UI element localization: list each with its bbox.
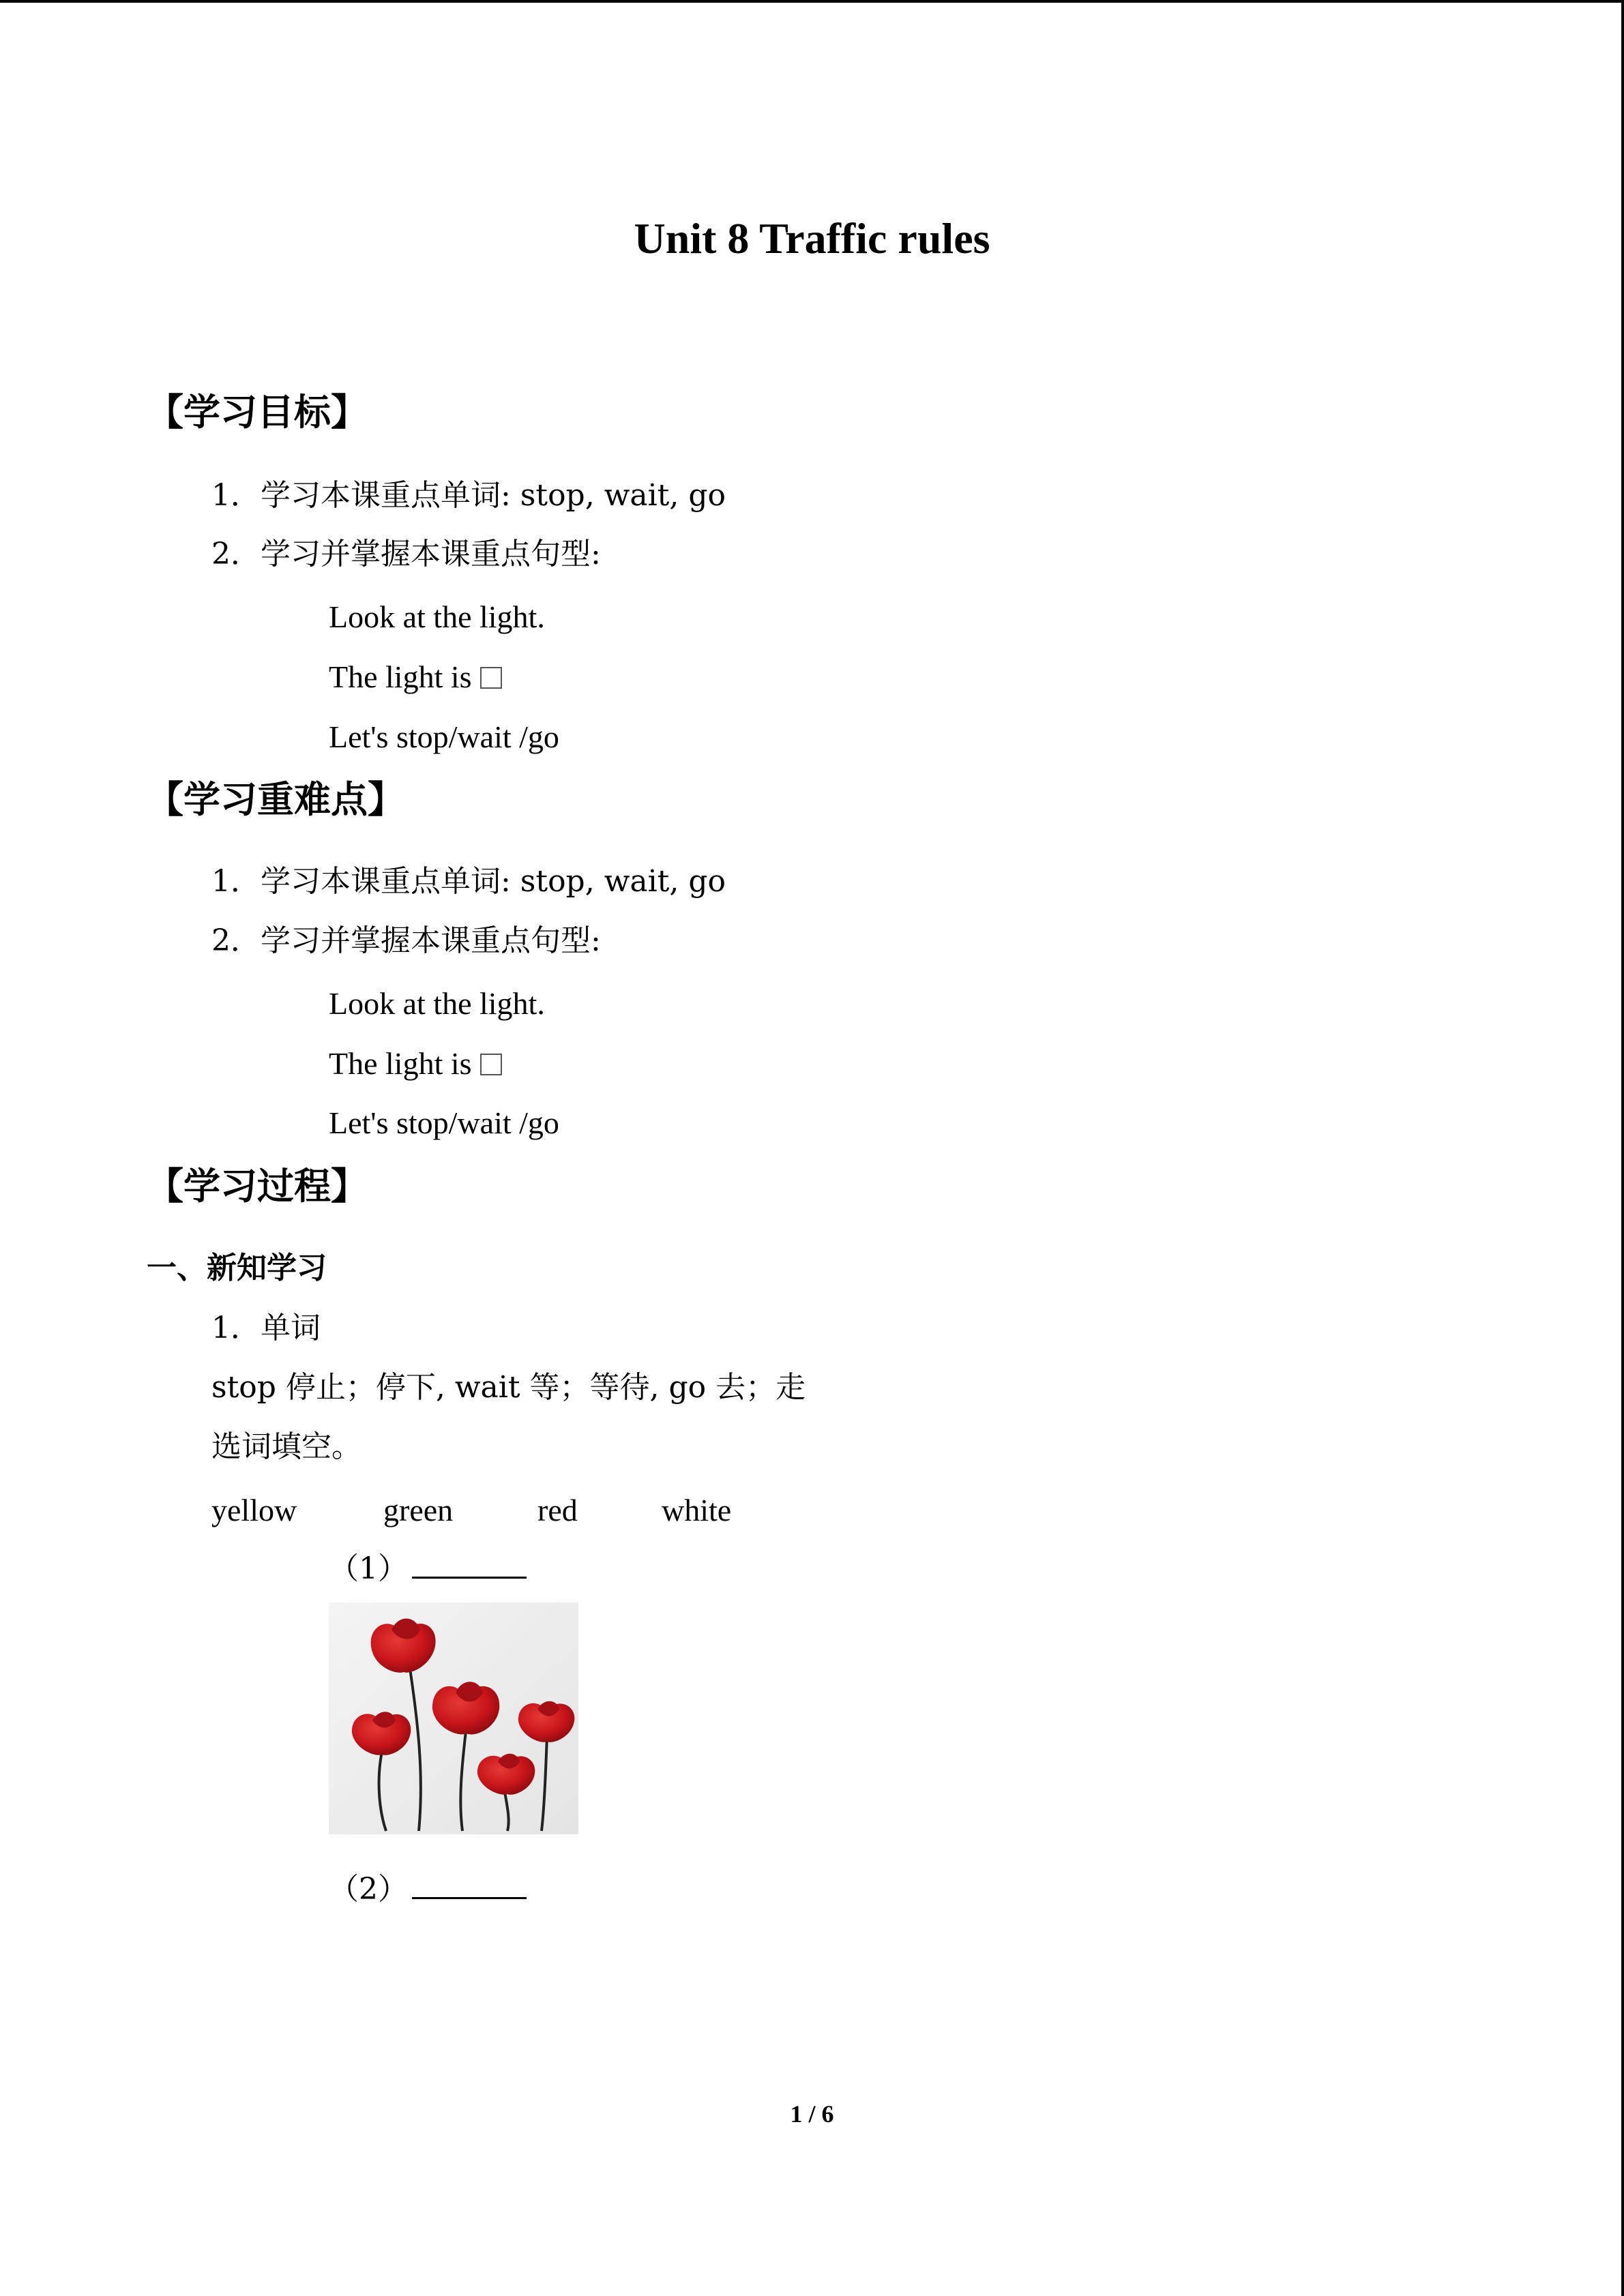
process-item-1: 1．单词 <box>211 1311 321 1345</box>
sentence-pattern: Look at the light. <box>329 599 545 634</box>
sentence-text: The light is <box>329 1046 472 1081</box>
word-choice: green <box>383 1493 454 1527</box>
sentence-pattern <box>329 1043 502 1084</box>
key-point-item-2: 2．学习并掌握本课重点句型: <box>211 923 601 958</box>
answer-blank <box>412 1867 527 1899</box>
word-choice: yellow <box>211 1493 297 1527</box>
word-choice: red <box>537 1493 578 1527</box>
sentence-pattern: Let's stop/wait /go <box>329 719 559 754</box>
page-number: 1 / 6 <box>790 2100 834 2128</box>
objective-item-2: 2．学习并掌握本课重点句型: <box>211 537 601 571</box>
vocabulary-line: stop 停止；停下, wait 等；等待, go 去；走 <box>211 1370 806 1405</box>
checkbox-icon <box>480 1054 502 1075</box>
key-point-item-1: 1．学习本课重点单词: stop, wait, go <box>211 864 726 899</box>
sentence-pattern: Look at the light. <box>329 986 545 1021</box>
sentence-text: The light is <box>329 659 472 694</box>
subsection-heading: 一、新知学习 <box>147 1251 327 1285</box>
fill-blank-2 <box>329 1867 527 1910</box>
blank-number: （1） <box>329 1551 408 1586</box>
instruction-text: 选词填空。 <box>211 1429 361 1464</box>
fill-blank-1 <box>329 1547 527 1590</box>
answer-blank <box>412 1547 527 1579</box>
section-heading-key-points: 【学习重难点】 <box>147 778 404 821</box>
sentence-pattern: Let's stop/wait /go <box>329 1105 559 1140</box>
page-border <box>0 0 1624 3</box>
section-heading-objectives: 【学习目标】 <box>147 391 368 434</box>
objective-item-1: 1．学习本课重点单词: stop, wait, go <box>211 478 726 513</box>
page-border <box>1621 0 1624 2296</box>
word-choice: white <box>662 1493 732 1527</box>
section-heading-process: 【学习过程】 <box>147 1165 368 1208</box>
checkbox-icon <box>480 667 502 689</box>
red-flowers-illustration-icon <box>329 1602 578 1834</box>
document-title: Unit 8 Traffic rules <box>634 214 990 263</box>
blank-number: （2） <box>329 1872 408 1907</box>
sentence-pattern <box>329 657 502 698</box>
